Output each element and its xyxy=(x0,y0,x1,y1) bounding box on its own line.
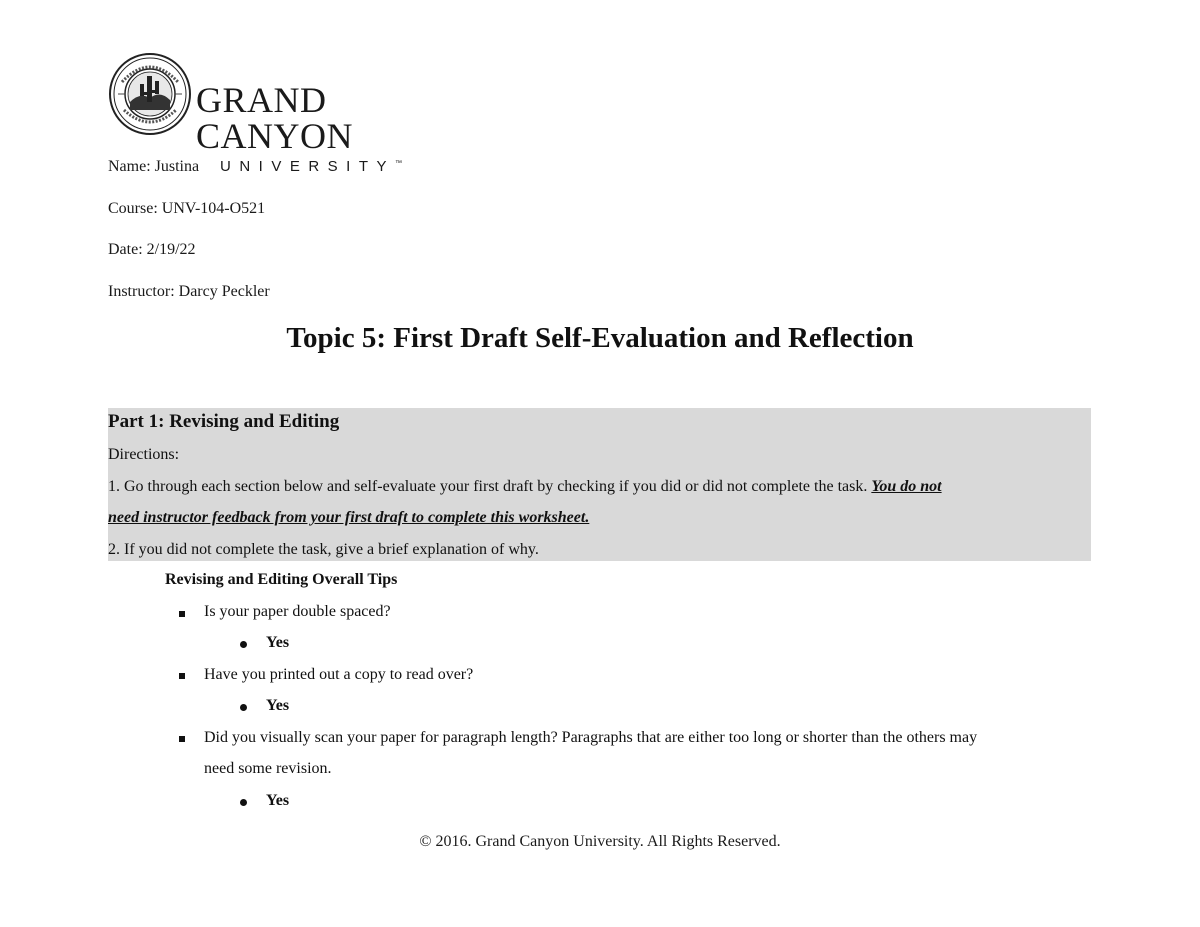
directions-label: Directions: xyxy=(108,446,180,463)
direction-1 xyxy=(108,478,942,496)
tip-answer: Yes xyxy=(266,634,290,651)
direction-2: 2. If you did not complete the task, give a brief explanation of why. xyxy=(108,541,539,558)
direction-1-emphasis-a: You do not xyxy=(871,478,942,495)
part-1-heading: Part 1: Revising and Editing xyxy=(108,411,340,432)
copyright-footer: © 2016. Grand Canyon University. All Rights Reserved. xyxy=(419,833,781,850)
round-bullet-icon xyxy=(240,799,247,806)
student-name: Name: Justina xyxy=(108,158,200,175)
tip-question: Have you printed out a copy to read over? xyxy=(204,666,474,683)
logo-university-text: UNIVERSITY xyxy=(220,158,396,175)
tips-heading: Revising and Editing Overall Tips xyxy=(165,571,398,588)
tip-question-line-1: Did you visually scan your paper for paragraph length? Paragraphs that are either too long or shorter than the others may xyxy=(204,729,978,746)
square-bullet-icon xyxy=(179,736,185,742)
gcu-seal-icon xyxy=(108,52,192,136)
document-title: Topic 5: First Draft Self-Evaluation and Reflection xyxy=(286,322,914,354)
round-bullet-icon xyxy=(240,641,247,648)
course-code: Course: UNV-104-O521 xyxy=(108,200,266,217)
square-bullet-icon xyxy=(179,673,185,679)
square-bullet-icon xyxy=(179,611,185,617)
submission-date: Date: 2/19/22 xyxy=(108,241,196,258)
logo-wordmark xyxy=(196,82,488,175)
instructor-name: Instructor: Darcy Peckler xyxy=(108,283,270,300)
tip-question: Is your paper double spaced? xyxy=(204,603,391,620)
tip-answer: Yes xyxy=(266,697,290,714)
direction-1-text: 1. Go through each section below and self-evaluate your first draft by checking if you did or did not complete the task. xyxy=(108,478,872,495)
logo-wordmark-top: GRAND CANYON xyxy=(196,80,354,156)
logo-wordmark-bottom xyxy=(220,158,488,175)
tip-answer: Yes xyxy=(266,792,290,809)
trademark-symbol: ™ xyxy=(395,160,403,167)
tip-question-line-2: need some revision. xyxy=(204,760,332,777)
round-bullet-icon xyxy=(240,704,247,711)
direction-1-emphasis-b: need instructor feedback from your first draft to complete this worksheet. xyxy=(108,509,590,526)
